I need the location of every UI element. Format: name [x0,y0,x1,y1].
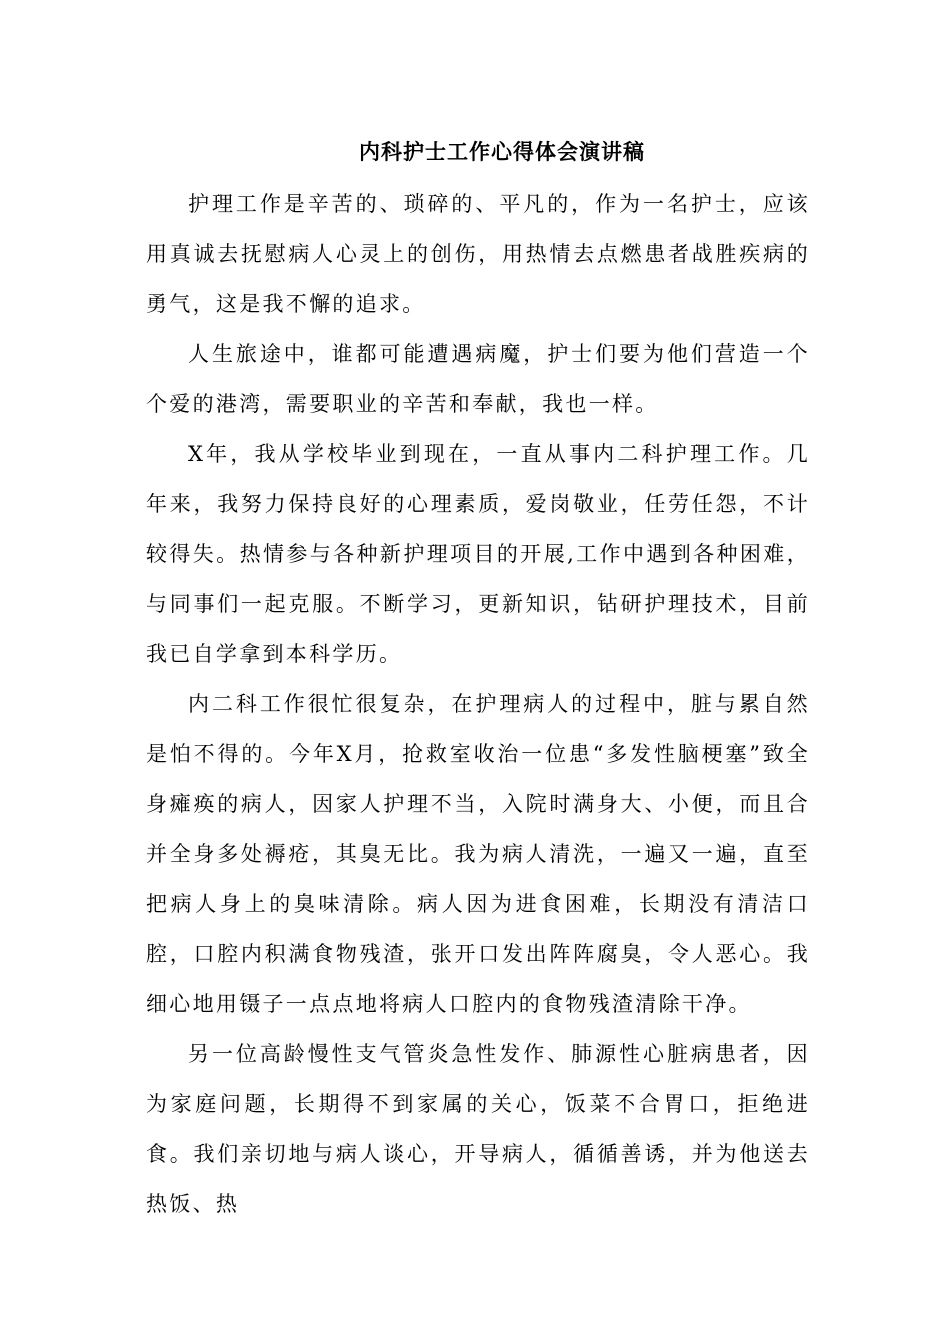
paragraph: 护理工作是辛苦的、琐碎的、平凡的，作为一名护士，应该用真诚去抚慰病人心灵上的创伤，用热情去点燃患者战胜疾病的勇气，这是我不懈的追求。 [146,192,810,316]
paragraph: 内二科工作很忙很复杂，在护理病人的过程中，脏与累自然是怕不得的。今年X月，抢救室收治一位患“多发性脑梗塞”致全身瘫痪的病人，因家人护理不当，入院时满身大、小便，而且合并全身多处褥疮，其臭无比。我为病人清洗，一遍又一遍，直至把病人身上的臭味清除。病人因为进食困难，长期没有清洁口腔，口腔内积满食物残渣，张开口发出阵阵腐臭，令人恶心。我细心地用镊子一点点地将病人口腔内的食物残渣清除干净。 [146,692,810,1016]
document-body [146,179,810,1229]
paragraph: 另一位高龄慢性支气管炎急性发作、肺源性心脏病患者，因为家庭问题，长期得不到家属的关心，饭菜不合胃口，拒绝进食。我们亲切地与病人谈心，开导病人，循循善诱，并为他送去热饭、热 [146,1042,810,1216]
paragraph: X年，我从学校毕业到现在，一直从事内二科护理工作。几年来，我努力保持良好的心理素质，爱岗敬业，任劳任怨，不计较得失。热情参与各种新护理项目的开展,工作中遇到各种困难，与同事们一起克服。不断学习，更新知识，钻研护理技术，目前我已自学拿到本科学历。 [146,442,810,666]
document-title: 内科护士工作心得体会演讲稿 [359,140,645,164]
paragraph: 人生旅途中，谁都可能遭遇病魔，护士们要为他们营造一个个爱的港湾，需要职业的辛苦和奉献，我也一样。 [146,342,810,416]
